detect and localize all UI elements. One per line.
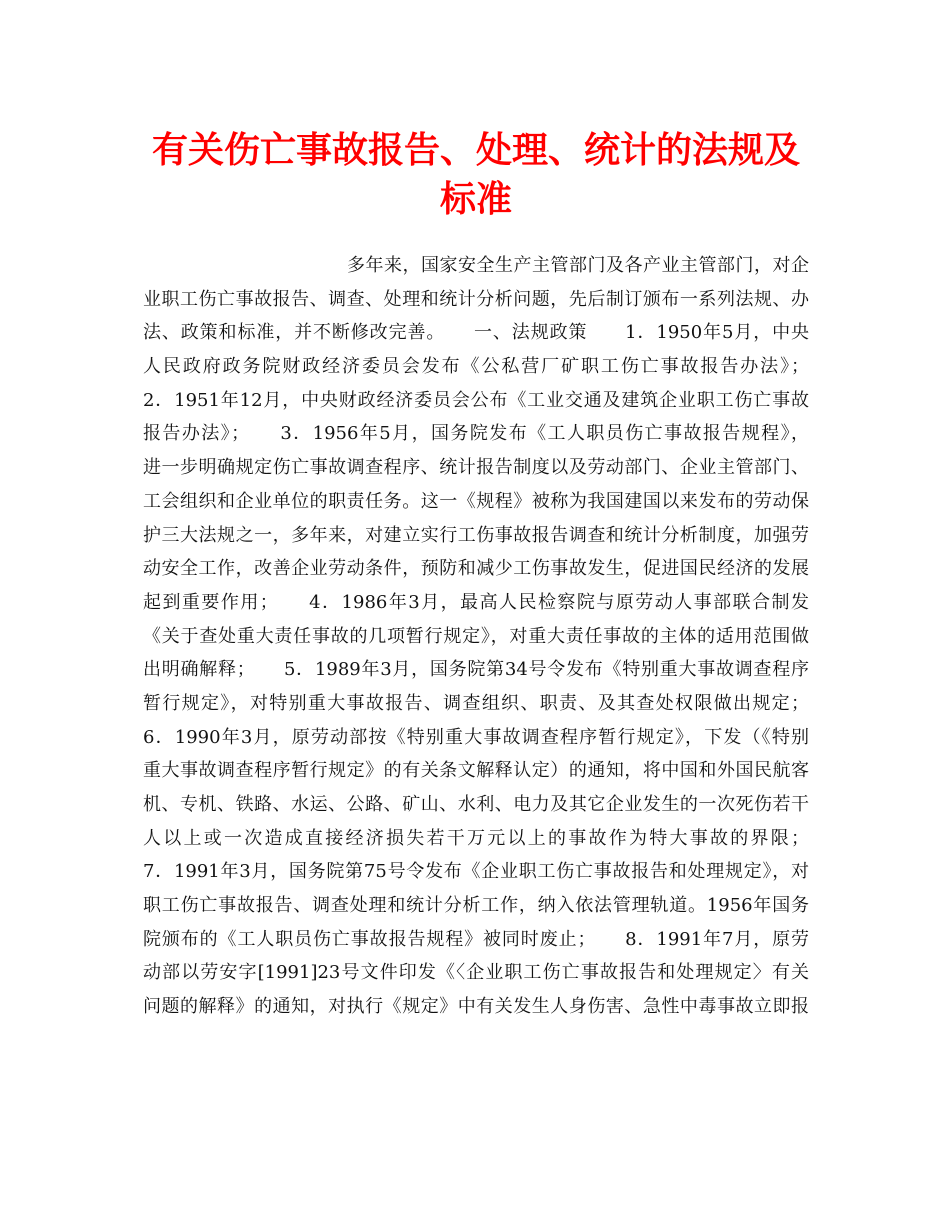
body-line: 职工伤亡事故报告、调查处理和统计分析工作，纳入依法管理轨道。1956年国务 (143, 895, 809, 917)
document-title: 有关伤亡事故报告、处理、统计的法规及标准 (151, 129, 800, 220)
body-line: 院颁布的《工人职员伤亡事故报告规程》被同时废止； 8．1991年7月，原劳 (143, 928, 809, 950)
document-body (143, 249, 809, 1024)
body-line: 重大事故调查程序暂行规定》的有关条文解释认定）的通知，将中国和外国民航客 (143, 760, 809, 782)
body-line: 法、政策和标准，并不断修改完善。 一、法规政策 1．1950年5月，中央 (143, 322, 809, 344)
body-line: 暂行规定》，对特别重大事故报告、调查组织、职责、及其查处权限做出规定； (143, 692, 809, 714)
body-line: 报告办法》； 3．1956年5月，国务院发布《工人职员伤亡事故报告规程》， (143, 423, 809, 445)
body-line: 业职工伤亡事故报告、调查、处理和统计分析问题，先后制订颁布一系列法规、办 (143, 288, 809, 310)
body-line: 6．1990年3月，原劳动部按《特别重大事故调查程序暂行规定》，下发（《特别 (143, 726, 809, 748)
body-line: 多年来，国家安全生产主管部门及各产业主管部门，对企 (347, 255, 809, 276)
body-line: 工会组织和企业单位的职责任务。这一《规程》被称为我国建国以来发布的劳动保 (143, 490, 809, 512)
body-line: 动部以劳安字[1991]23号文件印发《〈企业职工伤亡事故报告和处理规定〉有关 (143, 962, 809, 984)
body-line: 护三大法规之一，多年来，对建立实行工伤事故报告调查和统计分析制度，加强劳 (143, 524, 809, 546)
body-line: 7．1991年3月，国务院第75号令发布《企业职工伤亡事故报告和处理规定》，对 (143, 861, 809, 883)
body-line: 出明确解释； 5．1989年3月，国务院第34号令发布《特别重大事故调查程序 (143, 659, 809, 681)
body-line: 机、专机、铁路、水运、公路、矿山、水利、电力及其它企业发生的一次死伤若干 (143, 794, 809, 815)
body-line: 人民政府政务院财政经济委员会发布《公私营厂矿职工伤亡事故报告办法》； (143, 356, 809, 378)
body-line: 人以上或一次造成直接经济损失若干万元以上的事故作为特大事故的界限； (143, 827, 809, 849)
body-line: 进一步明确规定伤亡事故调查程序、统计报告制度以及劳动部门、企业主管部门、 (143, 457, 809, 479)
body-line: 《关于查处重大责任事故的几项暂行规定》，对重大责任事故的主体的适用范围做 (143, 625, 809, 647)
body-line: 问题的解释》的通知，对执行《规定》中有关发生人身伤害、急性中毒事故立即报 (143, 996, 809, 1018)
body-line: 动安全工作，改善企业劳动条件，预防和减少工伤事故发生，促进国民经济的发展 (143, 558, 809, 580)
body-line: 2．1951年12月，中央财政经济委员会公布《工业交通及建筑企业职工伤亡事故 (143, 389, 809, 411)
body-line: 起到重要作用； 4．1986年3月，最高人民检察院与原劳动人事部联合制发 (143, 591, 809, 613)
